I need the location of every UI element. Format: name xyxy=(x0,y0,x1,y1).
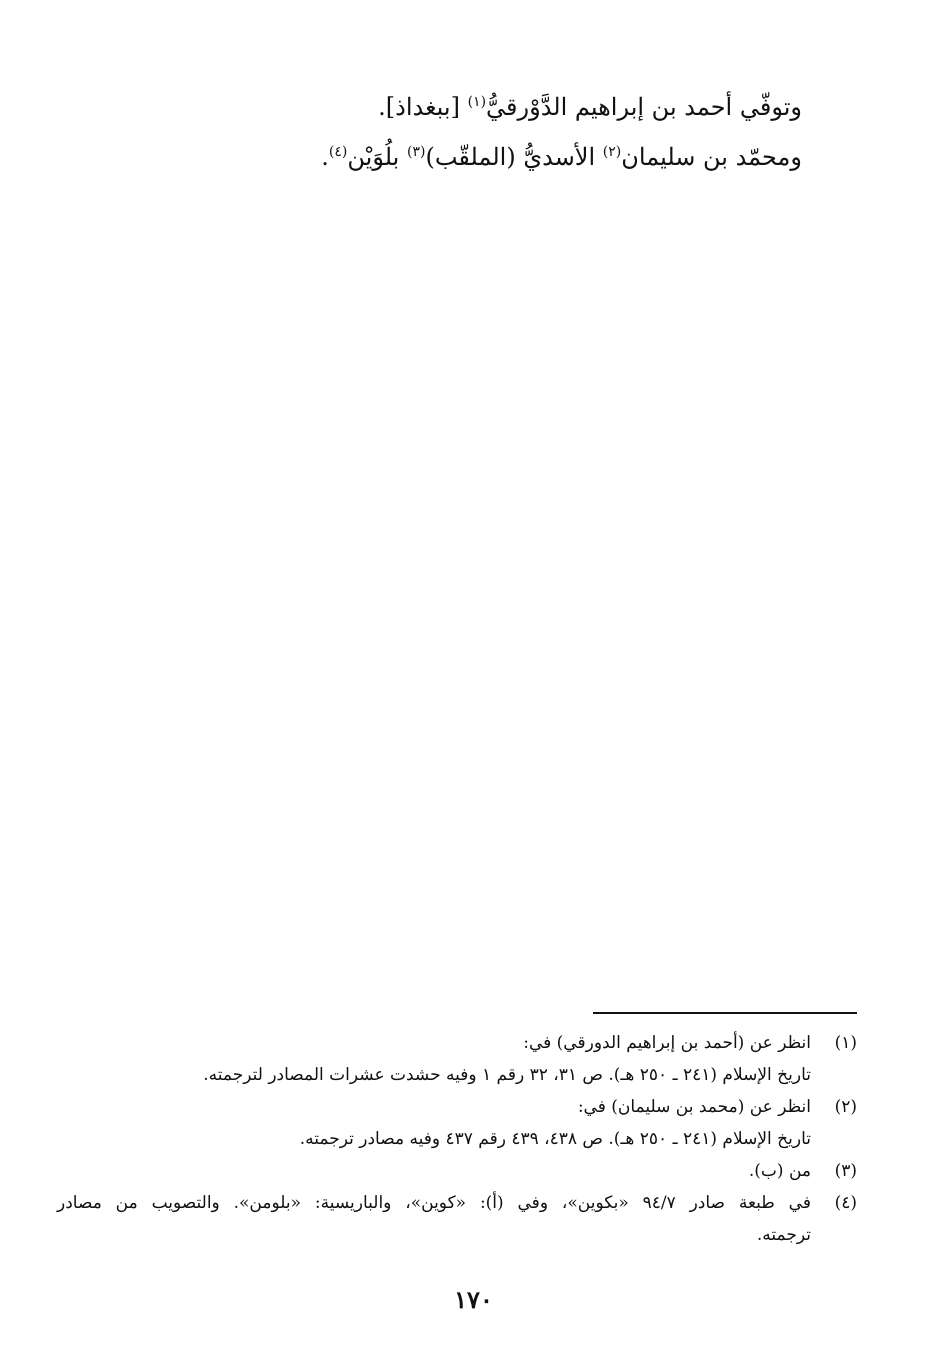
footnote-1-line-1: انظر عن (أحمد بن إبراهيم الدورقي) في: xyxy=(523,1033,811,1053)
footnote-ref-2: (٢) xyxy=(602,144,622,160)
main-line-1-end: [ببغداذ]. xyxy=(378,93,468,121)
main-line-2 xyxy=(282,132,802,182)
footnote-2-line-2: تاريخ الإسلام (٢٤١ ـ ٢٥٠ هـ). ص ٤٣٨، ٤٣٩ رقم ٤٣٧ وفيه مصادر ترجمته. xyxy=(299,1129,811,1149)
footnotes xyxy=(57,1027,857,1251)
footnote-body-4 xyxy=(57,1187,811,1251)
footnote-4-line-1: في طبعة صادر ٩٤/٧ «بكوين»، وفي (أ): «كوين»، والباريسية: «بلومن». والتصويب من مصادر xyxy=(57,1193,811,1213)
footnote-ref-3: (٣) xyxy=(406,144,426,160)
footnote-body-1 xyxy=(57,1027,811,1091)
main-text xyxy=(282,82,802,182)
footnote-body-2 xyxy=(57,1091,811,1155)
footnote-4-line-2: ترجمته. xyxy=(756,1225,811,1245)
footnote-number-4: (٤) xyxy=(834,1193,857,1213)
footnote-3-line-1: من (ب). xyxy=(748,1161,811,1181)
main-line-1-text: وتوفّي أحمد بن إبراهيم الدَّوْرقيُّ xyxy=(486,93,802,121)
main-line-2-end: . xyxy=(321,143,329,171)
footnote-ref-4: (٤) xyxy=(328,144,348,160)
main-line-2-mid2: بلُوَيْن xyxy=(347,143,407,171)
footnote-1 xyxy=(57,1027,857,1091)
footnote-3 xyxy=(57,1155,857,1187)
main-line-2-text: ومحمّد بن سليمان xyxy=(621,143,802,171)
footnote-body-3 xyxy=(57,1155,811,1187)
page-number: ١٧٠ xyxy=(454,1285,493,1314)
footnote-2 xyxy=(57,1091,857,1155)
footnote-4 xyxy=(57,1187,857,1251)
footnote-number-3: (٣) xyxy=(834,1161,857,1181)
footnote-number-2: (٢) xyxy=(834,1097,857,1117)
footnote-1-line-2: تاريخ الإسلام (٢٤١ ـ ٢٥٠ هـ). ص ٣١، ٣٢ رقم ١ وفيه حشدت عشرات المصادر لترجمته. xyxy=(203,1065,811,1085)
footnote-ref-1: (١) xyxy=(467,94,487,110)
main-line-1 xyxy=(282,82,802,132)
main-line-2-mid: الأسديُّ (الملقّب) xyxy=(425,143,603,171)
footnote-separator xyxy=(593,1012,857,1014)
footnote-number-1: (١) xyxy=(834,1033,857,1053)
footnote-2-line-1: انظر عن (محمد بن سليمان) في: xyxy=(577,1097,811,1117)
